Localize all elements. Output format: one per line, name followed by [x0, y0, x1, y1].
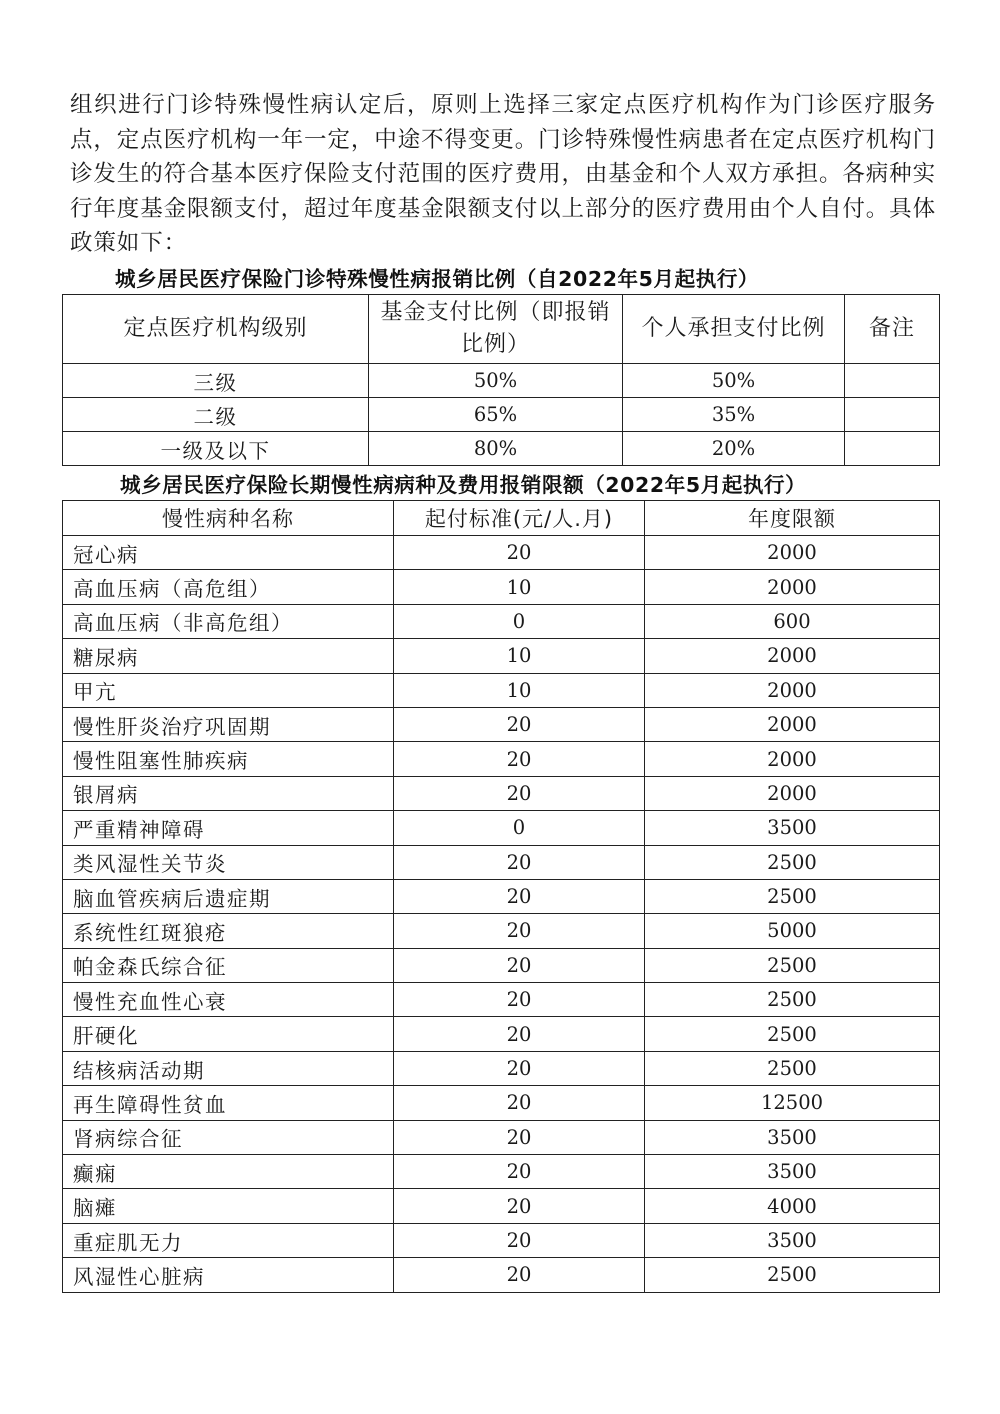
cell-disease-name: 慢性阻塞性肺疾病	[63, 742, 394, 776]
cell-annual-limit: 2000	[645, 707, 940, 741]
table2-row	[63, 948, 940, 982]
cell-deductible: 20	[394, 879, 645, 913]
cell-deductible: 20	[394, 742, 645, 776]
cell-annual-limit: 2500	[645, 1017, 940, 1051]
cell-annual-limit: 2000	[645, 742, 940, 776]
cell-remarks	[845, 364, 940, 398]
cell-level: 三级	[63, 364, 369, 398]
header-disease-name: 慢性病种名称	[63, 501, 394, 536]
cell-annual-limit: 2000	[645, 776, 940, 810]
cell-deductible: 20	[394, 1258, 645, 1292]
cell-annual-limit: 600	[645, 604, 940, 638]
cell-deductible: 20	[394, 1120, 645, 1154]
cell-personal-ratio: 50%	[623, 364, 845, 398]
cell-disease-name: 慢性肝炎治疗巩固期	[63, 707, 394, 741]
chronic-disease-limit-table	[62, 500, 940, 1293]
cell-deductible: 20	[394, 1189, 645, 1223]
table2-row	[63, 742, 940, 776]
cell-personal-ratio: 20%	[623, 432, 845, 466]
cell-disease-name: 结核病活动期	[63, 1051, 394, 1085]
table2-row	[63, 673, 940, 707]
cell-annual-limit: 3500	[645, 1223, 940, 1257]
table2-row	[63, 983, 940, 1017]
cell-fund-ratio: 65%	[369, 398, 623, 432]
cell-deductible: 20	[394, 1086, 645, 1120]
cell-annual-limit: 2500	[645, 983, 940, 1017]
cell-deductible: 20	[394, 1051, 645, 1085]
cell-disease-name: 银屑病	[63, 776, 394, 810]
cell-disease-name: 脑血管疾病后遗症期	[63, 879, 394, 913]
cell-annual-limit: 4000	[645, 1189, 940, 1223]
table2-row	[63, 1223, 940, 1257]
table1-caption: 城乡居民医疗保险门诊特殊慢性病报销比例（自2022年5月起执行）	[115, 267, 760, 291]
cell-disease-name: 类风湿性关节炎	[63, 845, 394, 879]
cell-disease-name: 系统性红斑狼疮	[63, 914, 394, 948]
cell-deductible: 0	[394, 811, 645, 845]
table1-row	[63, 432, 940, 466]
table2-row	[63, 707, 940, 741]
table2-row	[63, 1086, 940, 1120]
cell-annual-limit: 2000	[645, 536, 940, 570]
cell-deductible: 20	[394, 914, 645, 948]
cell-deductible: 20	[394, 1223, 645, 1257]
table1-row	[63, 364, 940, 398]
cell-disease-name: 肾病综合征	[63, 1120, 394, 1154]
cell-personal-ratio: 35%	[623, 398, 845, 432]
cell-remarks	[845, 398, 940, 432]
cell-deductible: 10	[394, 673, 645, 707]
cell-disease-name: 脑瘫	[63, 1189, 394, 1223]
cell-disease-name: 慢性充血性心衰	[63, 983, 394, 1017]
cell-fund-ratio: 80%	[369, 432, 623, 466]
cell-disease-name: 冠心病	[63, 536, 394, 570]
cell-level: 一级及以下	[63, 432, 369, 466]
header-annual-limit: 年度限额	[645, 501, 940, 536]
table2-row	[63, 1155, 940, 1189]
cell-disease-name: 高血压病（非高危组）	[63, 604, 394, 638]
cell-deductible: 10	[394, 639, 645, 673]
header-institution-level: 定点医疗机构级别	[63, 295, 369, 364]
cell-annual-limit: 2500	[645, 948, 940, 982]
cell-annual-limit: 2000	[645, 673, 940, 707]
table2-row	[63, 1051, 940, 1085]
cell-level: 二级	[63, 398, 369, 432]
cell-annual-limit: 3500	[645, 1155, 940, 1189]
cell-disease-name: 再生障碍性贫血	[63, 1086, 394, 1120]
table2-row	[63, 776, 940, 810]
header-fund-ratio: 基金支付比例（即报销比例）	[369, 295, 623, 364]
cell-deductible: 20	[394, 536, 645, 570]
cell-annual-limit: 5000	[645, 914, 940, 948]
table2-row	[63, 1017, 940, 1051]
table2-row	[63, 879, 940, 913]
table2-row	[63, 570, 940, 604]
header-personal-ratio: 个人承担支付比例	[623, 295, 845, 364]
table2-row	[63, 1258, 940, 1292]
cell-deductible: 20	[394, 1017, 645, 1051]
cell-annual-limit: 3500	[645, 811, 940, 845]
table2-row	[63, 1120, 940, 1154]
table1-header-row	[63, 295, 940, 364]
table2-row	[63, 604, 940, 638]
header-deductible: 起付标准(元/人.月)	[394, 501, 645, 536]
cell-disease-name: 高血压病（高危组）	[63, 570, 394, 604]
cell-disease-name: 糖尿病	[63, 639, 394, 673]
cell-disease-name: 严重精神障碍	[63, 811, 394, 845]
cell-disease-name: 重症肌无力	[63, 1223, 394, 1257]
cell-annual-limit: 2500	[645, 879, 940, 913]
cell-annual-limit: 2500	[645, 845, 940, 879]
cell-deductible: 10	[394, 570, 645, 604]
cell-annual-limit: 3500	[645, 1120, 940, 1154]
table2-row	[63, 1189, 940, 1223]
table2-header-row	[63, 501, 940, 536]
cell-annual-limit: 12500	[645, 1086, 940, 1120]
intro-paragraph: 组织进行门诊特殊慢性病认定后，原则上选择三家定点医疗机构作为门诊医疗服务点，定点医疗机构一年一定，中途不得变更。门诊特殊慢性病患者在定点医疗机构门诊发生的符合基本医疗保险支付范围的医疗费用，由基金和个人双方承担。各病种实行年度基金限额支付，超过年度基金限额支付以上部分的医疗费用由个人自付。具体政策如下：	[70, 92, 936, 257]
table2-row	[63, 639, 940, 673]
cell-disease-name: 肝硬化	[63, 1017, 394, 1051]
cell-deductible: 20	[394, 983, 645, 1017]
table2-row	[63, 914, 940, 948]
cell-annual-limit: 2500	[645, 1258, 940, 1292]
header-remarks: 备注	[845, 295, 940, 364]
cell-fund-ratio: 50%	[369, 364, 623, 398]
table2-caption: 城乡居民医疗保险长期慢性病病种及费用报销限额（2022年5月起执行）	[120, 473, 807, 497]
cell-disease-name: 风湿性心脏病	[63, 1258, 394, 1292]
cell-annual-limit: 2000	[645, 639, 940, 673]
table1-row	[63, 398, 940, 432]
cell-disease-name: 帕金森氏综合征	[63, 948, 394, 982]
cell-deductible: 20	[394, 707, 645, 741]
table2-row	[63, 811, 940, 845]
cell-deductible: 20	[394, 845, 645, 879]
cell-annual-limit: 2000	[645, 570, 940, 604]
cell-deductible: 20	[394, 1155, 645, 1189]
cell-deductible: 0	[394, 604, 645, 638]
cell-remarks	[845, 432, 940, 466]
cell-disease-name: 甲亢	[63, 673, 394, 707]
cell-annual-limit: 2500	[645, 1051, 940, 1085]
cell-deductible: 20	[394, 948, 645, 982]
table2-row	[63, 845, 940, 879]
table2-row	[63, 536, 940, 570]
reimbursement-ratio-table	[62, 294, 940, 466]
cell-disease-name: 癫痫	[63, 1155, 394, 1189]
cell-deductible: 20	[394, 776, 645, 810]
